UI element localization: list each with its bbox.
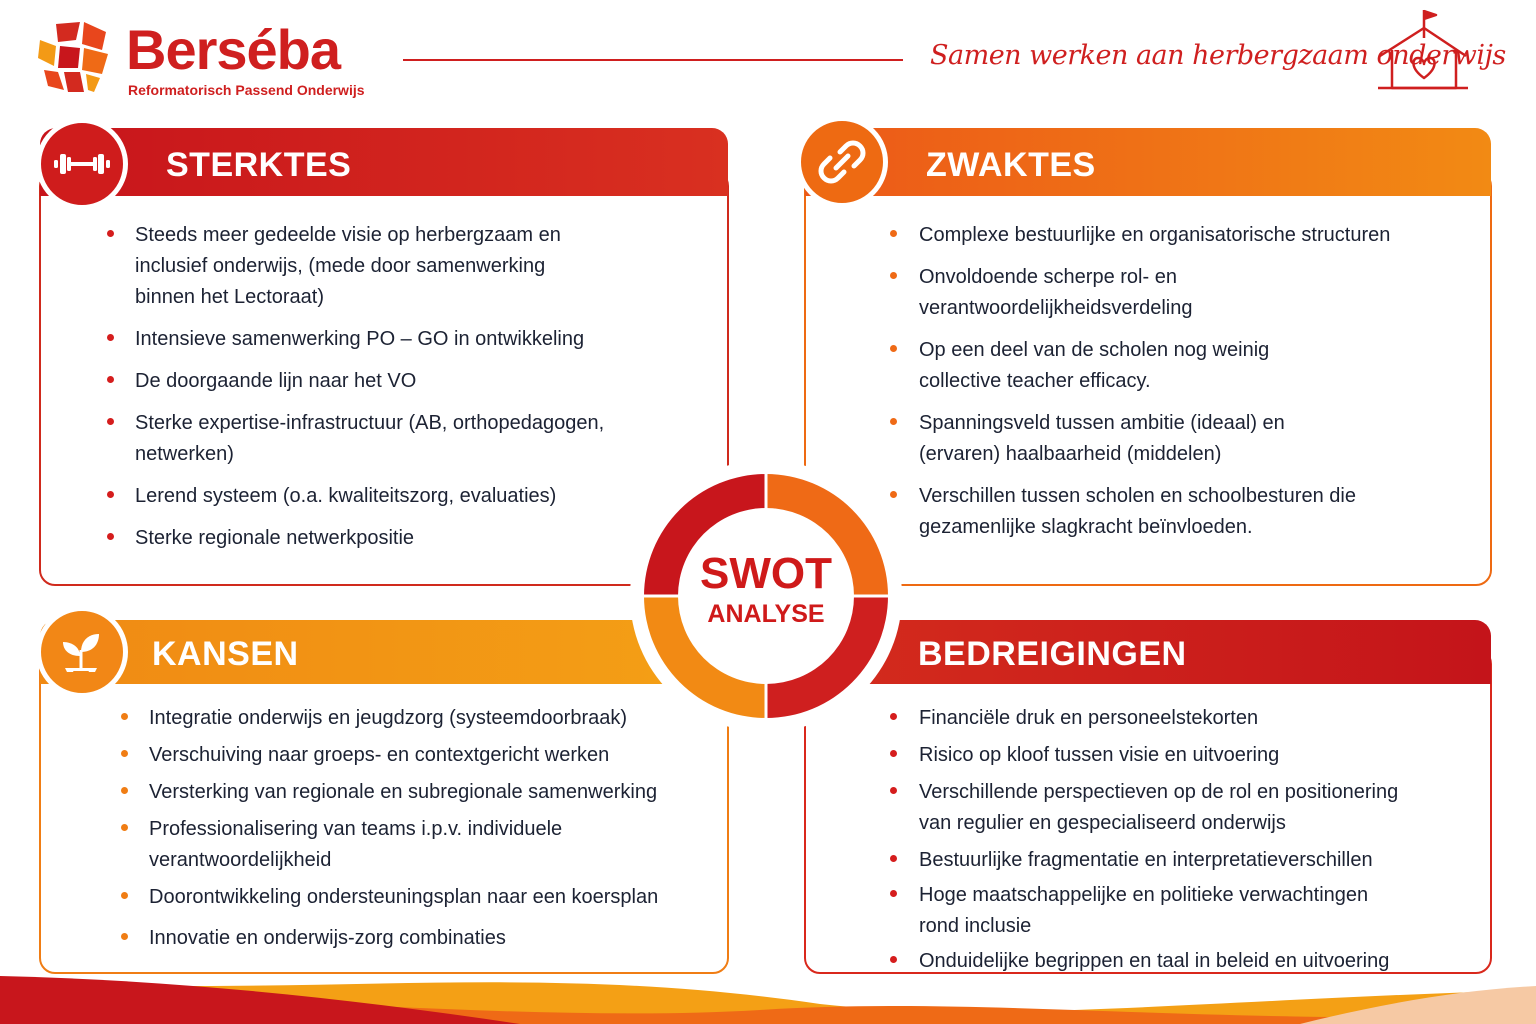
swot-subtitle: ANALYSE [707,600,825,628]
header-divider [403,59,903,61]
kansen-header-bar [40,620,728,684]
zwaktes-item-text: (ervaren) haalbaarheid (middelen) [919,443,1222,465]
sterktes-item-text: Sterke expertise-infrastructuur (AB, orthopedagogen, [135,412,605,434]
dumbbell-icon [36,118,128,210]
sterktes-item-text: netwerken) [135,443,234,465]
kansen-item [121,923,681,954]
kansen-item-text: Doorontwikkeling ondersteuningsplan naar een koersplan [149,886,659,908]
sterktes-item [107,481,607,512]
kansen-item [121,882,681,913]
bullet-icon [890,418,897,425]
kansen-item [121,703,681,734]
sterktes-item [107,324,607,355]
zwaktes-item-text: verantwoordelijkheidsverdeling [919,297,1193,319]
zwaktes-item-text: Verschillen tussen scholen en schoolbesturen die [919,485,1356,507]
bedreigingen-item-text: Verschillende perspectieven op de rol en positionering [919,781,1399,803]
sterktes-item [107,523,607,554]
kansen-item-text: Innovatie en onderwijs-zorg combinaties [149,927,506,949]
sterktes-item-text: Intensieve samenwerking PO – GO in ontwikkeling [135,328,585,350]
zwaktes-item-text: gezamenlijke slagkracht beïnvloeden. [919,516,1253,538]
kansen-item-text: Professionalisering van teams i.p.v. individuele [149,818,563,840]
zwaktes-item [890,220,1450,251]
kansen-item [121,740,681,771]
zwaktes-item-text: Complexe bestuurlijke en organisatorische structuren [919,224,1391,246]
bedreigingen-item-text: rond inclusie [919,915,1032,937]
bedreigingen-list [890,703,1450,977]
zwaktes-item-text: Onvoldoende scherpe rol- en [919,266,1177,288]
kansen-item [121,814,681,876]
bedreigingen-item [890,703,1450,734]
kansen-item-text: Verschuiving naar groeps- en contextgericht werken [149,744,610,766]
brand-name: Berséba [126,18,341,81]
kansen-item-text: Versterking van regionale en subregionale samenwerking [149,781,658,803]
house-heart-icon [1376,8,1470,94]
kansen-item-text: verantwoordelijkheid [149,849,332,871]
sterktes-item [107,366,607,397]
swot-title: SWOT [700,549,832,598]
berseba-logo [36,18,112,94]
bullet-icon [890,787,897,794]
bullet-icon [121,750,128,757]
kansen-item-text: Integratie onderwijs en jeugdzorg (systeemdoorbraak) [149,707,628,729]
kansen-title: KANSEN [152,635,299,673]
bullet-icon [107,533,114,540]
bullet-icon [890,750,897,757]
bedreigingen-item [890,880,1450,942]
kansen-item [121,777,681,808]
bullet-icon [107,334,114,341]
bullet-icon [890,272,897,279]
sterktes-item-text: Sterke regionale netwerkpositie [135,527,415,549]
bedreigingen-item [890,845,1450,876]
zwaktes-item [890,408,1450,470]
kansen-list [121,703,681,954]
brand-subtitle: Reformatorisch Passend Onderwijs [128,82,365,98]
zwaktes-item [890,481,1450,543]
zwaktes-item-text: collective teacher efficacy. [919,370,1151,392]
zwaktes-list [890,220,1450,554]
bedreigingen-item-text: Financiële druk en personeelstekorten [919,707,1259,729]
sterktes-item-text: Steeds meer gedeelde visie op herbergzaam en [135,224,561,246]
bullet-icon [107,418,114,425]
bullet-icon [890,345,897,352]
sterktes-item-text: Lerend systeem (o.a. kwaliteitszorg, evaluaties) [135,485,557,507]
sterktes-header-bar [40,128,728,196]
sterktes-item-text: De doorgaande lijn naar het VO [135,370,417,392]
bedreigingen-item-text: Onduidelijke begrippen en taal in beleid en uitvoering [919,950,1390,972]
zwaktes-header-bar [805,128,1491,196]
sterktes-title: STERKTES [166,146,352,184]
bedreigingen-item [890,740,1450,771]
bullet-icon [121,713,128,720]
bedreigingen-title: BEDREIGINGEN [918,635,1187,673]
bullet-icon [890,855,897,862]
sprout-icon [36,606,128,698]
bullet-icon [121,933,128,940]
zwaktes-item [890,262,1450,324]
bedreigingen-item-text: Risico op kloof tussen visie en uitvoering [919,744,1280,766]
bedreigingen-item-text: Hoge maatschappelijke en politieke verwachtingen [919,884,1369,906]
tagline: Samen werken aan herbergzaam onderwijs [930,40,1506,71]
bullet-icon [107,376,114,383]
zwaktes-title: ZWAKTES [926,146,1096,184]
bullet-icon [107,491,114,498]
sterktes-item-text: inclusief onderwijs, (mede door samenwerking [135,255,546,277]
bullet-icon [890,230,897,237]
zwaktes-item-text: Op een deel van de scholen nog weinig [919,339,1270,361]
bullet-icon [121,824,128,831]
sterktes-list [107,220,607,565]
bullet-icon [121,892,128,899]
zwaktes-item-text: Spanningsveld tussen ambitie (ideaal) en [919,412,1285,434]
sterktes-item [107,408,607,470]
sterktes-item [107,220,607,313]
zwaktes-item [890,335,1450,397]
bedreigingen-item [890,777,1450,839]
bullet-icon [890,890,897,897]
bullet-icon [121,787,128,794]
chain-link-icon [796,116,888,208]
bottom-waves [0,960,1536,1024]
sterktes-item-text: binnen het Lectoraat) [135,286,325,308]
bedreigingen-item-text: van regulier en gespecialiseerd onderwijs [919,812,1286,834]
bedreigingen-item-text: Bestuurlijke fragmentatie en interpretatieverschillen [919,849,1373,871]
bullet-icon [107,230,114,237]
